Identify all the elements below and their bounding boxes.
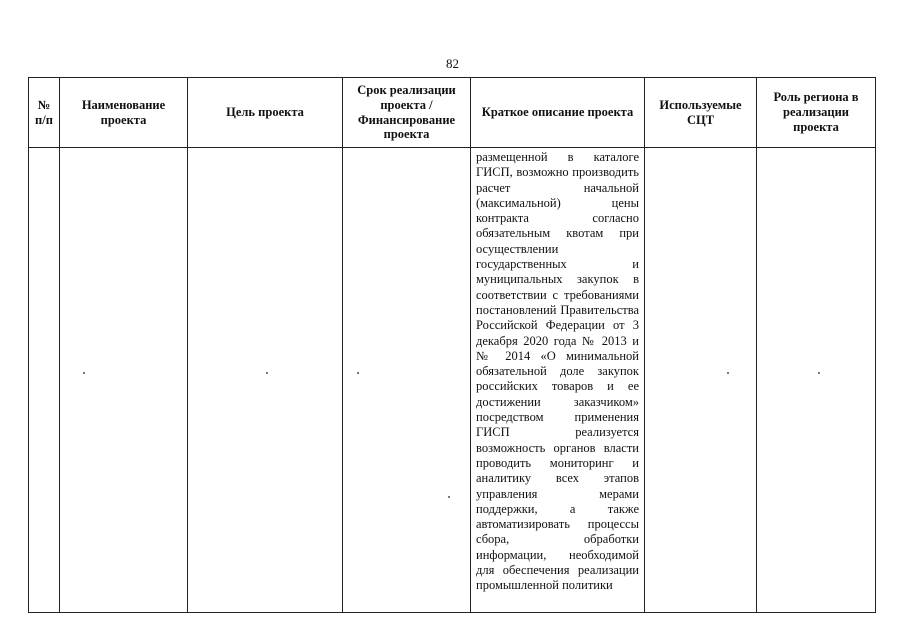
- table-row: [29, 148, 876, 613]
- description-line: осуществлении: [476, 241, 559, 256]
- scan-speck: [266, 372, 268, 374]
- cell-project-goal: [188, 148, 343, 613]
- header-number: [29, 78, 60, 148]
- description-line: информации, необходимой: [476, 547, 639, 562]
- header-project-goal: [188, 78, 343, 148]
- cell-project-name: [60, 148, 188, 613]
- description-line: автоматизировать процессы: [476, 517, 639, 532]
- description-line: достижении заказчиком»: [476, 394, 639, 409]
- description-line: (максимальной) цены: [476, 195, 639, 210]
- header-text-line: реализации: [783, 105, 849, 120]
- header-text-line: проекта: [100, 112, 147, 127]
- header-text-line: Срок реализации: [357, 83, 456, 97]
- cell-short-description: [471, 148, 645, 613]
- scan-speck: [83, 372, 85, 374]
- header-short-description: [471, 78, 645, 148]
- header-text-line: Финансирование: [357, 112, 456, 127]
- header-term-financing: [343, 78, 471, 148]
- cell-region-role: [757, 148, 876, 613]
- cell-number: [29, 148, 60, 613]
- description-line: российских товаров и ее: [476, 379, 639, 394]
- description-line: обязательной доле закупок: [476, 364, 639, 379]
- scan-speck: [357, 372, 359, 374]
- cell-term-financing: [343, 148, 471, 613]
- description-line: обязательным квотам при: [476, 226, 639, 241]
- header-used-tech: [645, 78, 757, 148]
- header-text-line: проекта: [383, 127, 430, 142]
- description-line: управления мерами: [476, 486, 639, 501]
- scan-speck: [448, 496, 450, 498]
- header-text-line: проекта /: [380, 97, 433, 112]
- description-line: поддержки, а также: [476, 501, 639, 516]
- header-text-line: СЦТ: [686, 112, 715, 127]
- description-line: расчет начальной: [476, 180, 639, 195]
- description-line: аналитику всех этапов: [476, 471, 639, 486]
- header-region-role: [757, 78, 876, 148]
- description-line: ГИСП, возможно производить: [476, 165, 639, 180]
- description-line: размещенной в каталоге: [476, 150, 639, 164]
- cell-used-tech: [645, 148, 757, 613]
- description-line: постановлений Правительства: [476, 302, 639, 317]
- header-project-name: [60, 78, 188, 148]
- description-line: промышленной политики: [476, 578, 613, 593]
- description-line: для обеспечения реализации: [476, 563, 639, 578]
- description-line: государственных и: [476, 257, 639, 272]
- description-line: посредством применения: [476, 410, 639, 425]
- description-line: проводить мониторинг и: [476, 455, 639, 470]
- scan-speck: [818, 372, 820, 374]
- projects-table: [28, 77, 876, 613]
- header-text-line: Наименование: [81, 97, 166, 112]
- header-text-line: Цель проекта: [226, 105, 304, 120]
- description-line: соответствии с требованиями: [476, 287, 639, 302]
- description-line: муниципальных закупок в: [476, 272, 639, 287]
- description-line: декабря 2020 года № 2013 и: [476, 333, 639, 348]
- header-text-line: Используемые: [659, 97, 742, 112]
- description-line: № 2014 «О минимальной: [476, 348, 639, 363]
- table-header-row: [29, 78, 876, 148]
- description-line: возможность органов власти: [476, 440, 639, 455]
- header-text-line: проекта: [793, 119, 839, 134]
- header-text-line: №: [37, 97, 51, 112]
- description-line: Российской Федерации от 3: [476, 318, 639, 333]
- page-number: 82: [446, 56, 459, 71]
- header-text-line: Краткое описание проекта: [481, 105, 634, 120]
- header-text-line: п/п: [35, 112, 53, 127]
- description-line: сбора, обработки: [476, 532, 639, 547]
- scan-speck: [727, 372, 729, 374]
- header-text-line: Роль региона в: [773, 90, 859, 105]
- description-line: контракта согласно: [476, 211, 639, 226]
- description-text: [476, 150, 639, 594]
- description-line: ГИСП реализуется: [476, 425, 639, 440]
